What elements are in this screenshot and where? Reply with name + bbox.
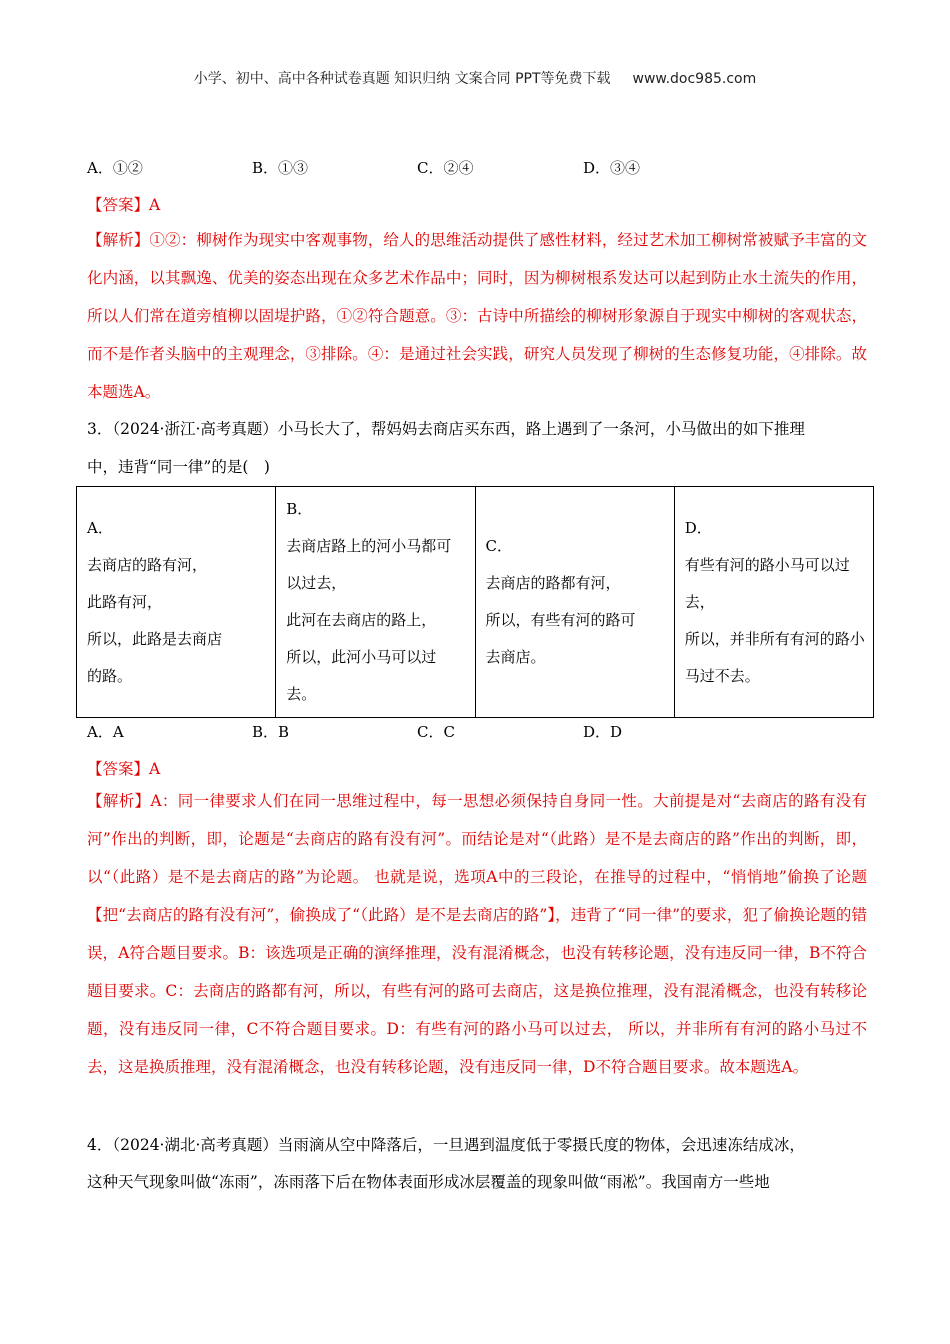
header-text: 小学、初中、高中各种试卷真题 知识归纳 文案合同 PPT等免费下载 (193, 71, 611, 87)
cell-line: 去， (684, 592, 715, 611)
cell-line: 马过不去。 (684, 666, 760, 685)
cell-line: 以过去， (286, 574, 347, 592)
page-header (0, 68, 950, 88)
cell-line: 此河在去商店的路上， (286, 611, 437, 629)
q3-option-table (76, 486, 874, 718)
q3-stem-line1: 3．（2024·浙江·高考真题）小马长大了，帮妈妈去商店买东西，路上遇到了一条河，小马做出的如下推理 (87, 420, 805, 438)
q3-cell-b (276, 487, 475, 718)
q2-option-b: B．①③ (252, 159, 309, 177)
cell-line: 去商店。 (485, 648, 546, 666)
cell-line: 所以，此河小马可以过 (286, 648, 437, 666)
cell-line: 去商店路上的河小马都可 (286, 537, 452, 555)
q3-option-a: A．A (87, 723, 124, 741)
q2-option-d: D．③④ (583, 159, 641, 177)
cell-line: 所以，并非所有有河的路小 (684, 629, 865, 648)
cell-line: 去商店的路有河， (87, 555, 208, 574)
q3-option-d: D．D (583, 723, 623, 741)
q2-option-a: A．①② (87, 159, 143, 177)
cell-line: 所以，有些有河的路可 (485, 611, 636, 629)
cell-line: 去商店的路都有河， (485, 574, 621, 592)
cell-line: 的路。 (87, 666, 133, 685)
q4-stem-line1: 4．（2024·湖北·高考真题）当雨滴从空中降落后，一旦遇到温度低于零摄氏度的物体，会迅速冻结成冰， (87, 1136, 805, 1154)
cell-line: C． (485, 537, 512, 555)
cell-line: 去。 (286, 685, 317, 703)
cell-line: A． (87, 518, 113, 537)
cell-line: 所以，此路是去商店 (87, 629, 223, 648)
q3-option-b: B．B (252, 723, 290, 741)
cell-line: 有些有河的路小马可以过 (684, 555, 850, 574)
cell-line: B． (286, 500, 313, 518)
q2-analysis: 【解析】①②：柳树作为现实中客观事物，给人的思维活动提供了感性材料，经过艺术加工柳树常被赋予丰富的文化内涵，以其飘逸、优美的姿态出现在众多艺术作品中；同时，因为柳树根系发达可以起到防止水土流失的作用，所以人们常在道旁植柳以固堤护路，①②符合题意。③：古诗中所描绘的柳树形象源自于现实中柳树的客观状态，而不是作者头脑中的主观理念，③排除。④：是通过社会实践，研究人员发现了柳树的生态修复功能，④排除。故本题选A。 (87, 231, 867, 401)
q3-cell-a (77, 487, 276, 718)
q3-answer: 【答案】A (87, 760, 161, 778)
q3-analysis: 【解析】A：同一律要求人们在同一思维过程中，每一思想必须保持自身同一性。大前提是对“去商店的路有没有河”作出的判断，即，论题是“去商店的路有没有河”。而结论是对“（此路）是不是去商店的路”作出的判断，即，以“（此路）是不是去商店的路”为论题。 也就是说，选项A中的三段论，在推导的过程中，“悄悄地”偷换了论题【把“去商店的路有没有河”，偷换成了“（此路）是不是去商店的路”】，违背了“同一律”的要求，犯了偷换论题的错误，A符合题目要求。B：该选项是正确的演绎推理，没有混淆概念，也没有转移论题，没有违反同一律，B不符合题目要求。C：去商店的路都有河，所以，有些有河的路可去商店，这是换位推理，没有混淆概念，也没有转移论题，没有违反同一律，C不符合题目要求。D：有些有河的路小马可以过去， 所以，并非所有有河的路小马过不去，这是换质推理，没有混淆概念，也没有转移论题，没有违反同一律，D不符合题目要求。故本题选A。 (87, 792, 867, 1076)
q3-cell-d (674, 487, 873, 718)
q2-option-c: C．②④ (417, 159, 474, 177)
q4-stem-line2: 这种天气现象叫做“冻雨”，冻雨落下后在物体表面形成冰层覆盖的现象叫做“雨凇”。我国南方一些地 (87, 1173, 770, 1191)
cell-line: D． (684, 518, 712, 537)
q3-option-c: C．C (417, 723, 455, 741)
cell-line: 此路有河， (87, 592, 163, 611)
q2-options (87, 157, 787, 179)
header-url[interactable]: www.doc985.com (632, 71, 757, 87)
q2-answer: 【答案】A (87, 196, 161, 214)
q3-cell-c (475, 487, 674, 718)
q3-stem-line2: 中，违背“同一律”的是( ) (87, 458, 270, 476)
q3-options (87, 721, 787, 743)
